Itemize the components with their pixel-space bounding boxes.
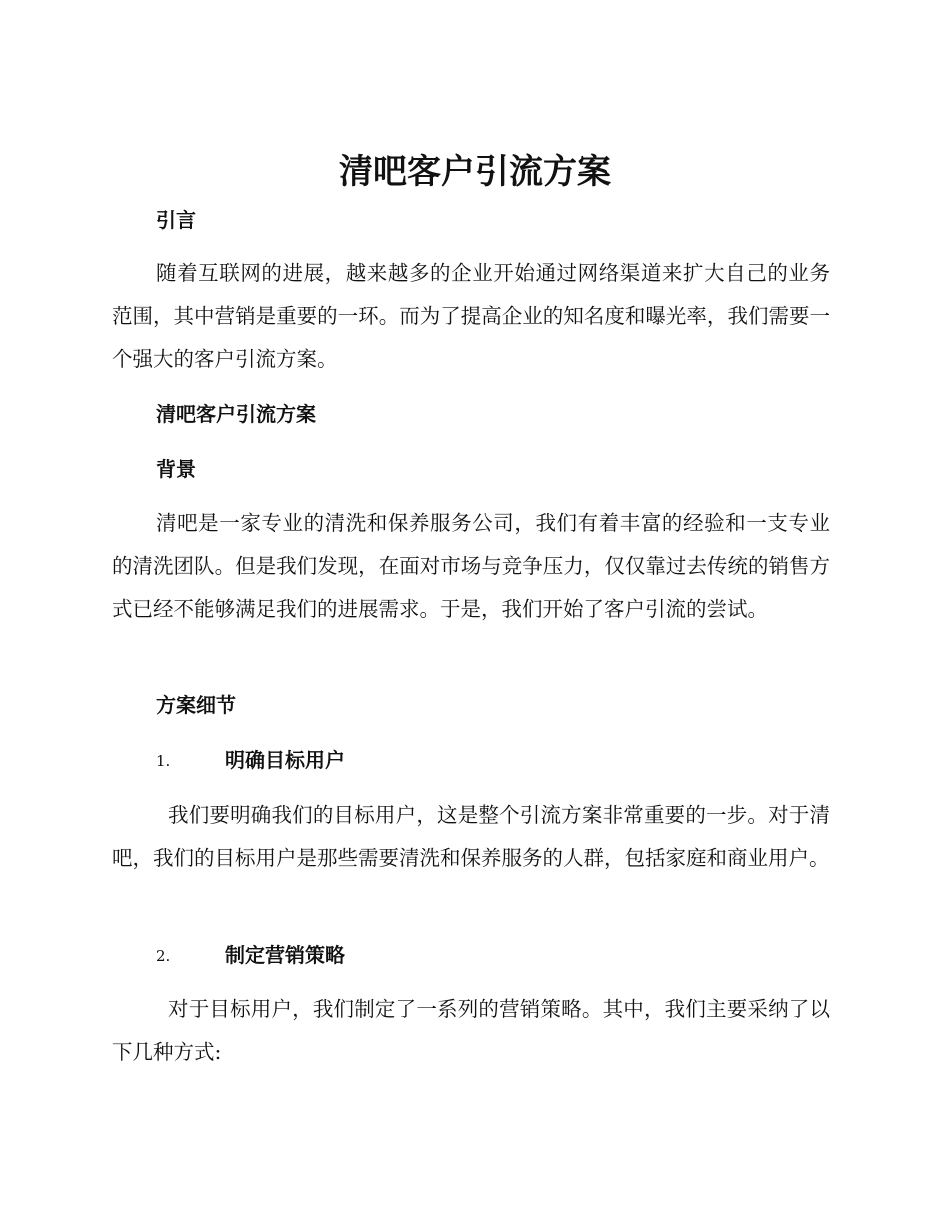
item1-heading: 明确目标用户	[225, 748, 345, 772]
background-heading: 背景	[156, 457, 196, 481]
plan-heading: 清吧客户引流方案	[156, 402, 316, 426]
intro-heading: 引言	[156, 208, 196, 232]
background-paragraph: 清吧是一家专业的清洗和保养服务公司，我们有着丰富的经验和一支专业的清洗团队。但是我们发现，在面对市场与竞争压力，仅仅靠过去传统的销售方式已经不能够满足我们的进展需求。于是，我们开始了客户引流的尝试。	[112, 511, 830, 621]
item1-paragraph: 我们要明确我们的目标用户，这是整个引流方案非常重要的一步。对于清吧，我们的目标用户是那些需要清洗和保养服务的人群，包括家庭和商业用户。	[112, 803, 830, 870]
intro-paragraph: 随着互联网的进展，越来越多的企业开始通过网络渠道来扩大自己的业务范围，其中营销是重要的一环。而为了提高企业的知名度和曝光率，我们需要一个强大的客户引流方案。	[112, 261, 830, 371]
item2-heading: 制定营销策略	[225, 943, 345, 967]
item2-number: 2.	[156, 947, 171, 965]
details-heading: 方案细节	[156, 693, 236, 717]
item2-paragraph: 对于目标用户，我们制定了一系列的营销策略。其中，我们主要采纳了以下几种方式:	[112, 997, 830, 1064]
item1-number: 1.	[156, 752, 171, 770]
document-title: 清吧客户引流方案	[339, 152, 611, 192]
